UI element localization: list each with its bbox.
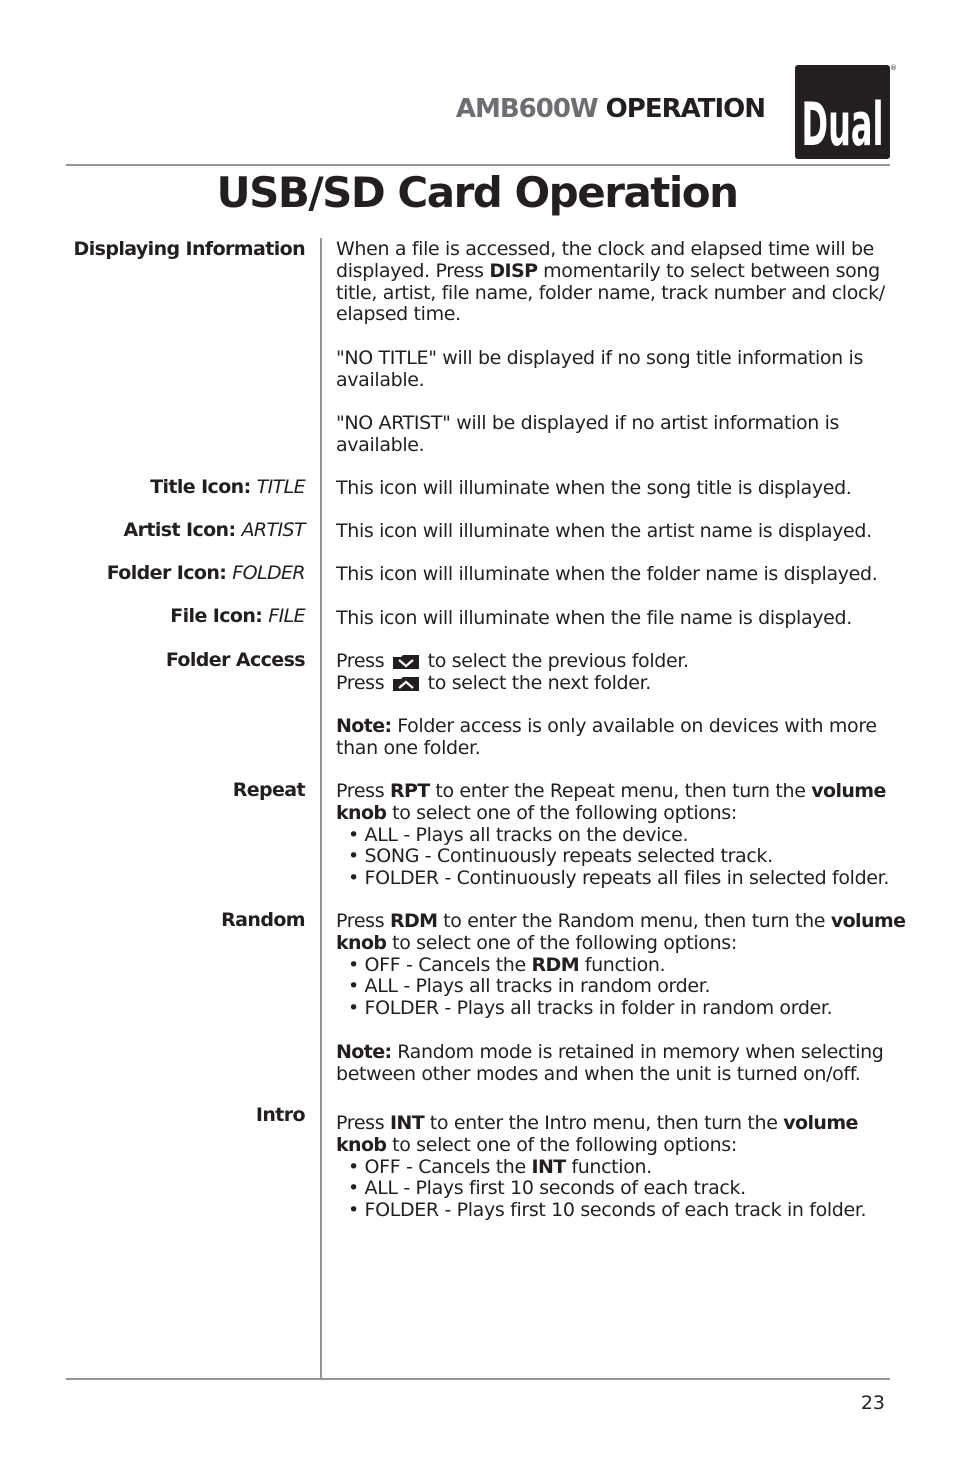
label-random: Random bbox=[221, 909, 305, 931]
operation-word: OPERATION bbox=[605, 94, 765, 124]
label-title-icon: Title Icon: TITLE bbox=[150, 476, 305, 498]
footer-rule bbox=[66, 1378, 890, 1380]
label-displaying-information: Displaying Information bbox=[73, 238, 305, 260]
dual-logo bbox=[795, 65, 890, 159]
label-folder-access: Folder Access bbox=[165, 649, 305, 671]
folder-up-icon bbox=[392, 676, 420, 692]
column-divider bbox=[320, 238, 322, 1378]
file-icon-text: This icon will illuminate when the file name is displayed. bbox=[336, 607, 852, 629]
random-text: Press RDM to enter the Random menu, then turn the volume knob to select one of the following options: • OFF - Cancels the RDM function. • ALL - Plays all tracks in random order. • FOLDER - Plays all tracks in folder in random order. Note: Random mode is retained in memory when selecting between other modes and when the unit is turned on/off. bbox=[336, 910, 906, 1085]
displaying-information-text: When a file is accessed, the clock and elapsed time will be displayed. Press DISP momentarily to select between song title, artist, file name, folder name, track number and clock/ elapsed time. "NO TITLE" will be displayed if no song title information is available. "NO ARTIST" will be displayed if no artist information is available. bbox=[336, 238, 885, 457]
intro-text: Press INT to enter the Intro menu, then turn the volume knob to select one of the following options: • OFF - Cancels the INT function. • ALL - Plays first 10 seconds of each track. • FOLDER - Plays first 10 seconds of each track in folder. bbox=[336, 1112, 867, 1222]
artist-icon-text: This icon will illuminate when the artist name is displayed. bbox=[336, 520, 872, 542]
header-title bbox=[456, 94, 765, 124]
label-file-icon: File Icon: FILE bbox=[170, 605, 305, 627]
page-number: 23 bbox=[860, 1392, 885, 1414]
label-repeat: Repeat bbox=[232, 779, 305, 801]
label-artist-icon: Artist Icon: ARTIST bbox=[123, 519, 305, 541]
page-title: USB/SD Card Operation bbox=[216, 168, 738, 217]
label-folder-icon: Folder Icon: FOLDER bbox=[106, 562, 305, 584]
header-rule bbox=[66, 164, 890, 166]
repeat-text: Press RPT to enter the Repeat menu, then turn the volume knob to select one of the following options: • ALL - Plays all tracks on the device. • SONG - Continuously repeats selected track. • FOLDER - Continuously repeats all files in selected folder. bbox=[336, 780, 890, 890]
title-icon-text: This icon will illuminate when the song title is displayed. bbox=[336, 477, 852, 499]
folder-down-icon bbox=[392, 654, 420, 670]
folder-icon-text: This icon will illuminate when the folder name is displayed. bbox=[336, 563, 878, 585]
registered-mark: ® bbox=[890, 64, 897, 72]
logo-text: Dual bbox=[801, 90, 884, 160]
folder-access-text: Press to select the previous folder. Press to select the next folder. Note: Folder access is only available on devices with more than one folder. bbox=[336, 650, 877, 760]
label-intro: Intro bbox=[255, 1104, 305, 1126]
model-name: AMB600W bbox=[455, 94, 598, 124]
